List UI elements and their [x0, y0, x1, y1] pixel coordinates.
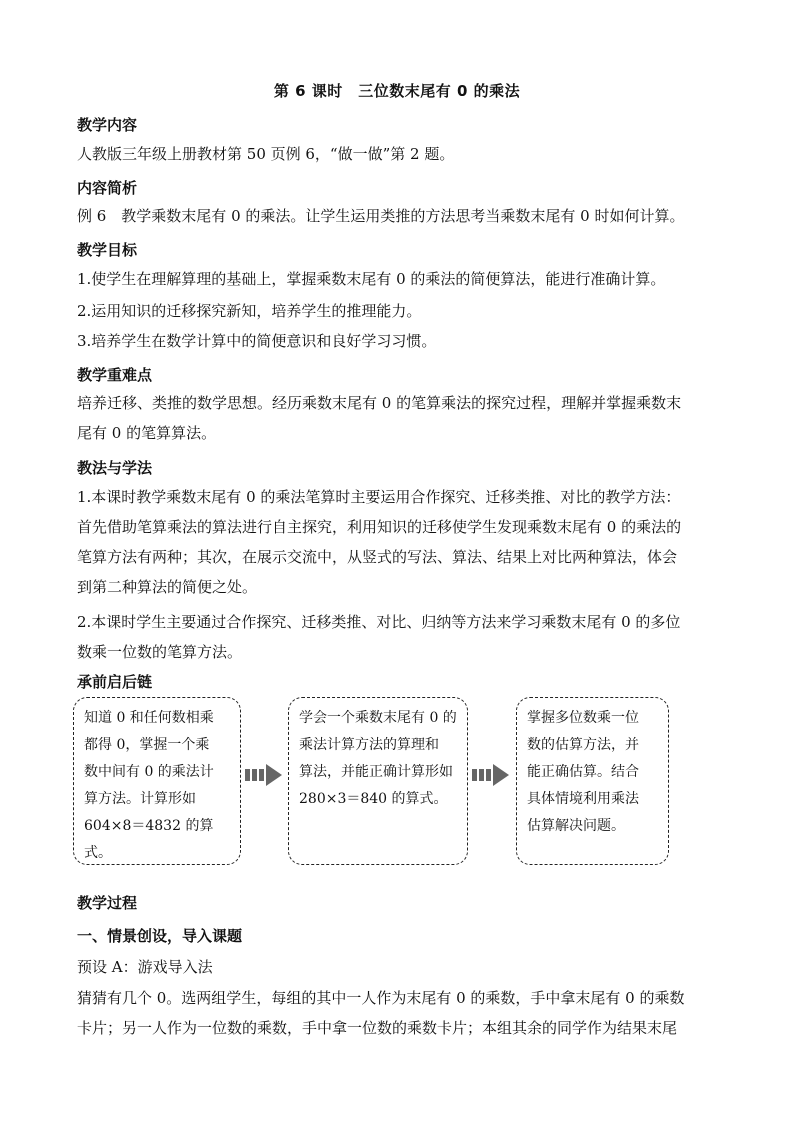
process-line: 卡片；另一人作为一位数的乘数，手中拿一位数的乘数卡片；本组其余的同学作为结果末尾 — [77, 1019, 678, 1037]
process-paragraph — [77, 983, 717, 1043]
methods-line: 首先借助笔算乘法的算法进行自主探究，利用知识的迁移使学生发现乘数末尾有 0 的乘法的 — [77, 518, 682, 536]
key-points-line: 尾有 0 的笔算算法。 — [77, 424, 217, 442]
chain-box-prior — [73, 697, 241, 865]
summary-text: 例 6 教学乘数末尾有 0 的乘法。让学生运用类推的方法思考当乘数末尾有 0 时如何计算。 — [77, 207, 685, 225]
heading-chain: 承前启后链 — [77, 673, 153, 691]
chain-box-line: 数中间有 0 的乘法计 — [84, 764, 214, 780]
chain-box-line: 280×3＝840 的算式。 — [299, 791, 448, 807]
chain-box-line: 604×8＝4832 的算 — [84, 818, 214, 834]
methods-line: 数乘一位数的笔算方法。 — [77, 643, 243, 661]
chain-box-line: 算法，并能正确计算形如 — [299, 764, 453, 780]
chain-box-line: 都得 0，掌握一个乘 — [84, 737, 210, 753]
heading-process: 教学过程 — [77, 894, 138, 912]
key-points-line: 培养迁移、类推的数学思想。经历乘数末尾有 0 的笔算乘法的探究过程，理解并掌握乘数末 — [77, 394, 682, 412]
chain-box-line: 掌握多位数乘一位 — [527, 710, 639, 726]
goal-item-1: 1.使学生在理解算理的基础上，掌握乘数末尾有 0 的乘法的简便算法，能进行准确计算。 — [77, 270, 666, 288]
chain-box-line: 具体情境利用乘法 — [527, 791, 639, 807]
chain-box-line: 算方法。计算形如 — [84, 791, 196, 807]
chain-box-line: 式。 — [84, 845, 112, 861]
methods-line: 1.本课时教学乘数末尾有 0 的乘法笔算时主要运用合作探究、迁移类推、对比的教学方法： — [77, 488, 681, 506]
arrow-right-icon — [244, 763, 286, 787]
heading-content: 教学内容 — [77, 116, 138, 134]
goal-item-2: 2.运用知识的迁移探究新知，培养学生的推理能力。 — [77, 302, 422, 320]
methods-line: 笔算方法有两种；其次，在展示交流中，从竖式的写法、算法、结果上对比两种算法，体会 — [77, 548, 678, 566]
page-title: 第 6 课时 三位数末尾有 0 的乘法 — [273, 82, 521, 100]
heading-summary: 内容简析 — [77, 179, 138, 197]
process-subheading: 一、情景创设，导入课题 — [77, 927, 243, 945]
chain-box-line: 数的估算方法，并 — [527, 737, 639, 753]
chain-box-line: 能正确估算。结合 — [527, 764, 639, 780]
heading-key-points: 教学重难点 — [77, 366, 153, 384]
methods-paragraph-1 — [77, 482, 717, 602]
methods-line: 2.本课时学生主要通过合作探究、迁移类推、对比、归纳等方法来学习乘数末尾有 0 的多位 — [77, 613, 681, 631]
process-line: 猜猜有几个 0。选两组学生，每组的其中一人作为末尾有 0 的乘数，手中拿末尾有 0 的乘数 — [77, 989, 685, 1007]
goal-item-3: 3.培养学生在数学计算中的简便意识和良好学习习惯。 — [77, 332, 437, 350]
heading-methods: 教法与学法 — [77, 459, 153, 477]
chain-box-line: 估算解决问题。 — [527, 818, 625, 834]
methods-line: 到第二种算法的简便之处。 — [77, 578, 258, 596]
chain-box-current — [288, 697, 468, 865]
arrow-right-icon — [471, 763, 513, 787]
chain-box-next — [516, 697, 669, 865]
chain-box-line: 学会一个乘数末尾有 0 的 — [299, 710, 457, 726]
content-text: 人教版三年级上册教材第 50 页例 6，“做一做”第 2 题。 — [77, 145, 455, 163]
heading-goals: 教学目标 — [77, 241, 138, 259]
methods-paragraph-2 — [77, 607, 717, 667]
chain-box-line: 乘法计算方法的算理和 — [299, 737, 439, 753]
key-points-paragraph — [77, 388, 717, 448]
process-preset: 预设 A：游戏导入法 — [77, 958, 213, 976]
chain-box-line: 知道 0 和任何数相乘 — [84, 710, 214, 726]
